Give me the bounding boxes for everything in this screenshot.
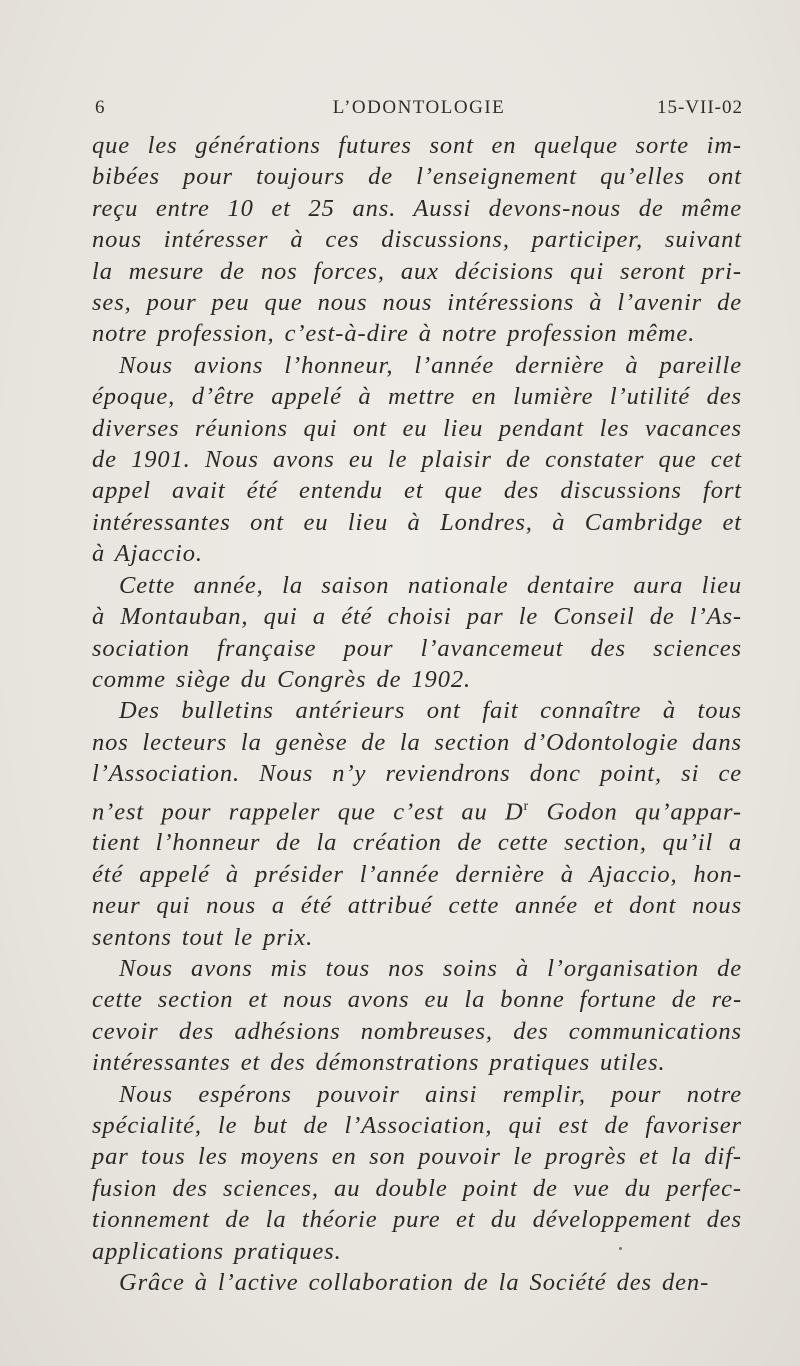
text-line: notre profession, c’est-à-dire à notre profession même.: [92, 320, 696, 348]
text-line: Nous avions l’honneur, l’année dernière à pareille: [119, 351, 742, 379]
text-line: à Montauban, qui a été choisi par le Conseil de l’As-: [92, 603, 742, 631]
paragraph: [92, 350, 742, 570]
paragraph: [92, 953, 742, 1079]
running-header: [95, 97, 743, 125]
text-line: l’Association. Nous n’y reviendrons donc point, si ce: [92, 760, 742, 788]
text-line: que les générations futures sont en quelque sorte im-: [92, 132, 742, 159]
running-title: L’ODONTOLOGIE: [332, 97, 506, 118]
text-line: Des bulletins antérieurs ont fait connaître à tous: [119, 697, 742, 725]
text-line: sentons tout le prix.: [92, 923, 314, 951]
paragraph: [92, 130, 742, 350]
text-line: fusion des sciences, au double point de vue du perfec-: [92, 1174, 742, 1202]
paragraph: [92, 1079, 742, 1267]
issue-date: 15-VII-02: [656, 97, 743, 118]
text-line: nous intéresser à ces discussions, participer, suivant: [92, 226, 742, 254]
text-line: à Ajaccio.: [92, 540, 203, 568]
text-line: Nous espérons pouvoir ainsi remplir, pour notre: [119, 1080, 742, 1108]
text-line: nos lecteurs la genèse de la section d’Odontologie dans: [92, 728, 742, 756]
text-line: comme siège du Congrès de 1902.: [92, 665, 472, 693]
text-line: n’est pour rappeler que c’est au $D^r$ Godon qu’appar-: [92, 797, 742, 825]
text-line: cette section et nous avons eu la bonne fortune de re-: [92, 986, 742, 1014]
paragraph: [92, 1267, 742, 1298]
text-line: spécialité, le but de l’Association, qui est de favoriser: [92, 1112, 742, 1140]
paragraph: [92, 695, 742, 953]
text-line: époque, d’être appelé à mettre en lumière l’utilité des: [92, 383, 742, 411]
text-line: intéressantes et des démonstrations pratiques utiles.: [92, 1049, 666, 1077]
text-line: ses, pour peu que nous nous intéressions à l’avenir de: [92, 289, 742, 317]
page-number: 6: [95, 97, 106, 118]
text-line: par tous les moyens en son pouvoir le progrès et la dif-: [92, 1143, 742, 1171]
body-text: [92, 130, 742, 1298]
text-line: été appelé à présider l’année dernière à Ajaccio, hon-: [92, 860, 742, 888]
text-line: appel avait été entendu et que des discussions fort: [92, 477, 742, 505]
text-line: Cette année, la saison nationale dentaire aura lieu: [119, 571, 742, 599]
text-line: bibées pour toujours de l’enseignement qu’elles ont: [92, 163, 742, 191]
text-line: applications pratiques.: [92, 1237, 342, 1265]
text-line: diverses réunions qui ont eu lieu pendant les vacances: [92, 414, 742, 442]
paper-speck: [619, 1247, 622, 1250]
text-line: de 1901. Nous avons eu le plaisir de constater que cet: [92, 446, 742, 474]
text-line: tient l’honneur de la création de cette section, qu’il a: [92, 829, 742, 857]
text-line: intéressantes ont eu lieu à Londres, à Cambridge et: [92, 508, 742, 536]
text-line: sociation française pour l’avancemeut des sciences: [92, 634, 742, 662]
text-line: Nous avons mis tous nos soins à l’organisation de: [119, 954, 742, 982]
text-line: tionnement de la théorie pure et du développement des: [92, 1206, 742, 1234]
text-line: reçu entre 10 et 25 ans. Aussi devons-nous de même: [92, 194, 742, 222]
text-line: cevoir des adhésions nombreuses, des communications: [92, 1017, 742, 1045]
text-line: la mesure de nos forces, aux décisions qui seront pri-: [92, 257, 742, 285]
text-line: Grâce à l’active collaboration de la Société des den-: [119, 1269, 710, 1297]
text-line: neur qui nous a été attribué cette année et dont nous: [92, 892, 742, 920]
paragraph: [92, 570, 742, 696]
